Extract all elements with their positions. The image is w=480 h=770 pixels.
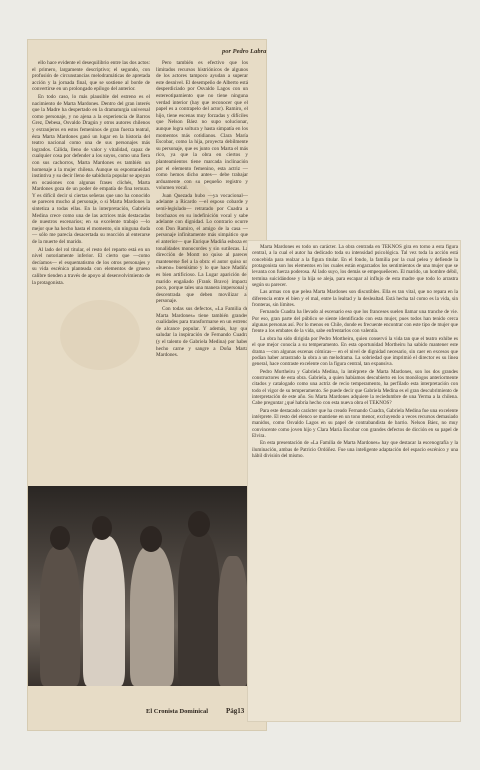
byline: por Pedro Labra <box>222 48 267 55</box>
paragraph: Juan Quezada hubo —ya vocacional— adelante a Ricardo —el esposo cobarde y semi-legislado— retratado por Cuadra a brochazos en su indefinición vocal y sabe adelante con dignidad. Lo contrario ocurre con Don Ramiro, el amigo de la casa —personaje infinitamente más simpático que el anterior— que Enrique Madiña esboza en tonalidades monocordes y sin sutilezas. La dirección de Montt no quiso al parecer mantenerse fiel a la obra: el autor quiso un «bueno» buenísimo y lo que hace Madiña es bien artificioso. La Lugar aparición del marido engañado (Frank Bravo) impacta poco, porque tales una manera impersonal y descentrada que deben movilizar al personaje. <box>156 192 248 305</box>
paragraph: Pedro Mortheiru y Gabriela Medina, la intérprete de Marta Mardones, son los dos grandes constructores de esta obra. Gabriela, a quien habíamos descubierto en los monólogos anteriormente citados y catalogado como una actriz de recio temperamento, ha perfilado esta interpretación con todo el vigor de su temperamento. Se puede decir que Gabriela Medina es el gran descubrimiento de interpretación de este año. Su Marta Mardones adquiere la reciedumbre de una Yerma a la chilena. Cabe preguntar ¿qué habría hecho con esta nueva obra el TEKNOS? <box>252 368 458 407</box>
paragraph: Para este destacado carácter que ha creado Fernando Cuadra, Gabriela Medina fue una excelente intérprete. El resto del elenco se mantiene en un tono menor, excluyendo a veces recursos demasiado manidos, como Osvaldo Lagos en su papel de contrabandista de barrio. Nelson Báez, no muy convincente como joven hijo y Clara María Escobar con grandes defectos de dicción en su papel de Elvira. <box>252 407 458 439</box>
stage-photo <box>28 486 248 686</box>
paragraph: En esta presentación de «La Familia de Marta Mardones» hay que destacar la escenografía y la iluminación, ambas de Patricio Ordóñez. Fue una inteligente adaptación del espacio escénico y una hábil división del mismo. <box>252 440 458 459</box>
paragraph: Marta Mardones es todo un carácter. La obra centrada en TEKNOS gira en torno a esta figura central, a la cual el autor ha dedicado toda su intensidad psicológica. Tal vez toda la acción está concebida para realzar a la figura titular. En el fondo, la familia por la cual pelea y defiende la protagonista son los elementos en los cuales están engarzados los sentimientos de una mujer que se levanta con fuerza poderosa. Al lado suyo, los demás se empequeñecen. El marido, un hombre débil, termina suicidándose y la hija se aleja, para escapar al influjo de esta madre que todo lo arrastra según su parecer. <box>252 244 458 289</box>
page-number: Pág13 <box>226 707 245 715</box>
paragraph: Al lado del rol titular, el resto del reparto está en un nivel notoriamente inferior. El cierto que —como decíamos— el esquematismo de los otros personajes y su vida escénica planteada con elementos de grueso calibre tienden a través de apoyo al desenvolvimiento de la protagonista. <box>32 246 150 286</box>
secondary-article-text <box>252 244 458 718</box>
paragraph: En todo caso, lo más plausible del estreno es el nacimiento de Marta Mardones. Dentro del gran interés que la Madre ha despertado en la dramaturgia universal como personaje, y no ajena a la experiencia de Barros Grez, Debesa, Osvaldo Dragún y otros autores chilenos y extranjeros en estos femeninos de gran fuerza teatral, ésta Marta Mardones ganó un lugar en la historia del teatro nacional como una de sus personajes más logrados. Cálida, lleno de valor y vitalidad, capaz de cualquier cosa por defender a los suyos, como una fiera con sus cachorros, Marta Mardones es también un homenaje a la mujer chilena. Aunque su espontaneidad instintiva y su decir lleno de sabiduría popular se apoyan en ocasiones con algunas frases clichés, Marta Mardones goza de un poder de empatía de fina ternura. Y es difícil decir si ciertas señeras que uno ha conocido se parecen mucho al personaje, o si Marta Mardones la sintetiza a todas ellas. En la interpretación, Gabriela Medina crece como una de las actrices más destacadas de nuestros escenarios; en su excelente trabajo —lo mejor que ha hecho hasta el momento, sin ninguna duda— sólo me parecía desacertada su reacción al enterarse de la muerte del marido. <box>32 93 150 246</box>
paragraph: La obra ha sido dirigida por Pedro Mortheiru, quien conservó la vida tan que el teatro exhibe es el que mejor conocía a su temperamento. En esta oportunidad Mortheiru ha sabido mantener este drama —con algunas escenas cómicas— en el nivel de dignidad necesario, sin caer en excesos que podían haber arrastrado la obra a un melodrama. La sobriedad que imprimió el director es su línea general, hace contraste excelente con la figura central, tan expansiva. <box>252 335 458 368</box>
paragraph: Fernando Cuadra ha llevado al escenario eso que los franceses suelen llamar una tranche de vie. Por eso, gran parte del público se siente identificado con esta mujer, pues todos han tenido cerca algunas personas así. Por lo menos en Chile, donde es frecuente encontrar con este tipo de mujer que frente a los embates de la vida, sabe enfrentarlos con valentía. <box>252 309 458 335</box>
paragraph: Las armas con que pelea Marta Mardones son discutibles. Ella es tan vital, que no repara en la diferencia entre el bien y el mal, entre la lealtad y la deslealtad. Está hecha tal como es la vida, sin fronteras, sin límites. <box>252 289 458 309</box>
paragraph: Pero también es efectivo que los limitados recursos histriónicos de algunos de los actores tampoco ayudan a superar este desnivel. El desempeño de Alberto está desperdiciado por Osvaldo Lagos con un estereotipamiento que no tiene ninguna verdad interior (hay que reconocer que el papel es a contrapelo del actor). Ramiro, el hijo, tiene escenas muy forzadas y difíciles que Nelson Báez no supo solucionar, aunque logra soltura y hasta simpatía en los momentos más cotidianos. Clara María Escobar, como la hija, proyecta debilmente su personaje, que es junto con Marta el más rico, ya que la obra en ciertos y planteamientos tiene marcada inclinación por el elemento femenino, esta actriz —como hemos dicho antes— debe trabajar arduamente con su pequeño registro y volumen vocal. <box>156 60 248 192</box>
column-left <box>32 60 150 484</box>
column-middle <box>156 60 248 484</box>
paragraph: Con todas sus defectos, «La Familia de Marta Mardones» tiene también grandes cualidades para transformarse en un estreno de alcance popular. Y además, hay que saludar la inspiración de Fernando Cuadra (y el talento de Gabriela Medina) por haber hecho carne y sangre a Doña Marta Mardones. <box>156 305 248 359</box>
paragraph: ello hace evidente el desequilibrio entre las dos actos: el primero, largamente descriptivo; el segundo, con profusión de circunstancias melodramáticas de apretada acción y la jornada final, que se sostiene al borde de convertirse en un prolongado epílogo del anterior. <box>32 60 150 93</box>
publication-name: El Cronista Dominical <box>146 708 208 715</box>
